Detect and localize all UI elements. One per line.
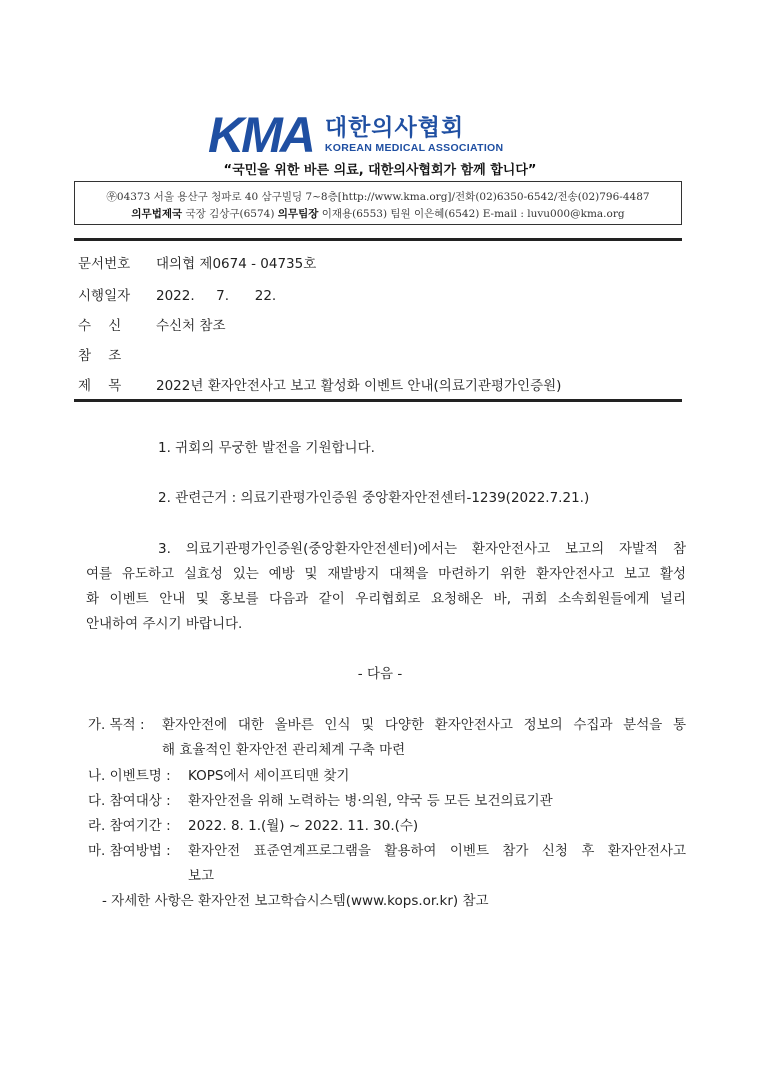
paragraph-1: 1. 귀회의 무궁한 발전을 기원합니다. (158, 440, 375, 456)
item-method-line-2: 보고 (188, 868, 215, 884)
logo-korean: 대한의사협회 (324, 115, 465, 141)
meta-doc-no (78, 252, 316, 272)
paragraph-3-line-4: 안내하여 주시기 바랍니다. (86, 616, 243, 632)
paragraph-3-line-1: 3. 의료기관평가인증원(중앙환자안전센터)에서는 환자안전사고 보고의 자발적 참 (158, 541, 686, 557)
subject-value: 2022년 환자안전사고 보고 활성화 이벤트 안내(의료기관평가인증원) (156, 378, 562, 394)
item-method-label: 마. 참여방법 : (88, 843, 171, 859)
contact-address: ㉾04373 서울 용산구 청파로 40 삼구빌딩 7~8층[http://www.kma.org]/전화(02)6350-6542/전송(02)796-4487 (106, 191, 650, 203)
item-method-line-1: 환자안전 표준연계프로그램을 활용하여 이벤트 참가 신청 후 환자안전사고 (188, 843, 686, 859)
paragraph-3-line-2: 여를 유도하고 실효성 있는 예방 및 재발방지 대책을 마련하기 위한 환자안전사고 보고 활성 (86, 566, 686, 582)
meta-date (78, 284, 276, 304)
team-label: 의무팀장 (277, 208, 319, 220)
contact-box (74, 181, 682, 225)
dept-label: 의무법제국 (131, 208, 183, 220)
dept-info: 국장 김상구(6574) (185, 208, 275, 220)
ref-label: 참 조 (78, 348, 122, 364)
kma-logo (208, 107, 504, 163)
item-purpose-label: 가. 목적 : (88, 717, 145, 733)
paragraph-3-line-3: 화 이벤트 안내 및 홍보를 다음과 같이 우리협회로 요청해온 바, 귀회 소속회원들에게 널리 (86, 591, 686, 607)
item-target-value: 환자안전을 위해 노력하는 병·의원, 약국 등 모든 보건의료기관 (188, 793, 553, 809)
reference-note: - 자세한 사항은 환자안전 보고학습시스템(www.kops.or.kr) 참고 (102, 893, 489, 909)
doc-no-value: 대의협 제0674 - 04735호 (156, 256, 317, 272)
paragraph-2: 2. 관련근거 : 의료기관평가인증원 중앙환자안전센터-1239(2022.7.21.) (158, 490, 590, 506)
contact-staff (75, 206, 681, 221)
logo-english: KOREAN MEDICAL ASSOCIATION (324, 142, 504, 154)
date-value: 2022. 7. 22. (156, 288, 277, 304)
doc-no-label: 문서번호 (78, 256, 131, 272)
item-period-value: 2022. 8. 1.(월) ~ 2022. 11. 30.(수) (188, 818, 419, 834)
item-event-name-label: 나. 이벤트명 : (88, 768, 171, 784)
to-label: 수 신 (78, 318, 122, 334)
item-purpose-line-1: 환자안전에 대한 올바른 인식 및 다양한 환자안전사고 정보의 수집과 분석을 통 (162, 717, 686, 733)
item-purpose-line-2: 해 효율적인 환자안전 관리체계 구축 마련 (162, 742, 406, 758)
top-rule (74, 238, 682, 241)
meta-ref (78, 344, 156, 364)
date-label: 시행일자 (78, 288, 131, 304)
subject-label: 제 목 (78, 378, 122, 394)
to-value: 수신처 참조 (156, 318, 226, 334)
team-info: 이재용(6553) 팀원 이은혜(6542) E-mail : luvu000@kma.org (321, 208, 625, 220)
bottom-rule (74, 399, 682, 402)
slogan: “국민을 위한 바른 의료, 대한의사협회가 함께 합니다” (223, 163, 537, 178)
meta-to (78, 314, 226, 334)
item-target-label: 다. 참여대상 : (88, 793, 171, 809)
meta-subject (78, 374, 561, 394)
item-event-name-value: KOPS에서 세이프티맨 찾기 (188, 768, 350, 784)
section-divider: - 다음 - (357, 666, 403, 682)
item-period-label: 라. 참여기간 : (88, 818, 171, 834)
logo-latin: KMA (208, 107, 313, 163)
